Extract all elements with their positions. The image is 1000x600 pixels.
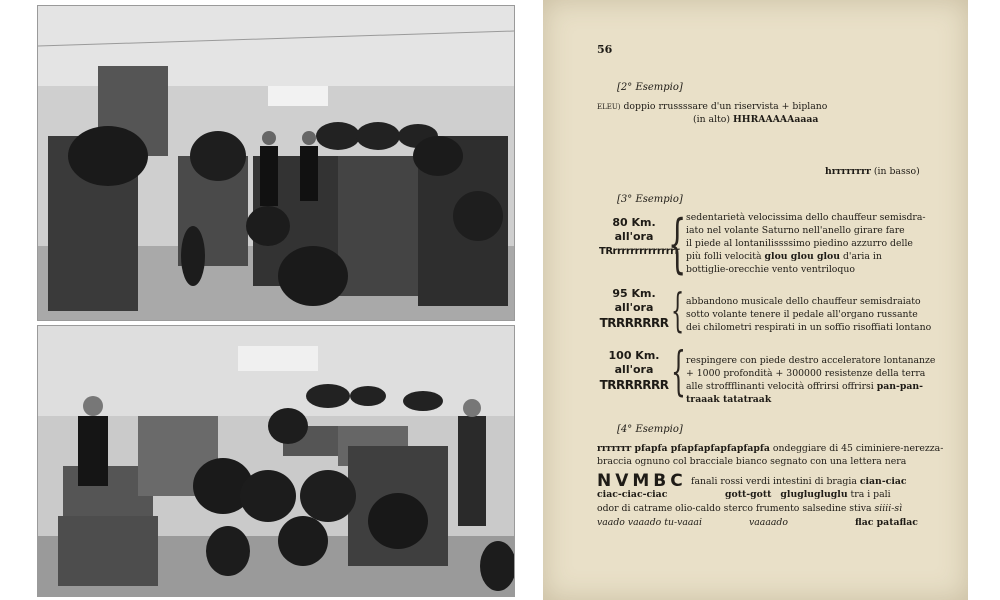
speed-100-allora: all'ora — [614, 363, 654, 376]
speed-80-km: 80 Km. — [612, 216, 656, 229]
example-2-line-1-text: doppio rrussssare d'un riservista + biplano — [623, 101, 828, 112]
example-2-line-3 — [825, 166, 920, 177]
brace-1: { — [668, 207, 687, 281]
brace-2: { — [671, 283, 685, 337]
para-3-line-3 — [686, 381, 923, 392]
para-1-line-4 — [686, 251, 882, 262]
speed-100-trr: TRRRRRRR — [599, 378, 669, 392]
example-4-line-4 — [725, 489, 891, 500]
example-4-line-1 — [597, 443, 943, 454]
speed-80-trr: TRrrrrrrrrrrrrrrr — [599, 246, 679, 257]
example-4-line-5 — [597, 503, 902, 514]
speed-95 — [599, 287, 669, 331]
para-1-line-3: il piede al lontanilissssimo piedino azzurro delle — [686, 238, 913, 249]
example-4-line-5-a: odor di catrame olio-caldo sterco frumento salsedine stiva — [597, 503, 875, 514]
example-4-vaado: vaado vaaado tu-vaaai — [597, 517, 702, 528]
example-2-line-1 — [597, 101, 827, 113]
para-3-panpan: pan-pan- — [876, 381, 924, 392]
example-2-title: [2° Esempio] — [617, 82, 683, 93]
example-4-line-3 — [691, 476, 907, 487]
example-4-cianciac: cian-ciac — [859, 476, 907, 487]
example-2-hhraaa: HHRAAAAAaaaa — [733, 114, 819, 125]
speed-95-trr: TRRRRRRR — [599, 316, 669, 330]
speed-95-allora: all'ora — [614, 301, 654, 314]
book-page — [543, 0, 968, 600]
para-2-line-1: abbandono musicale dello chauffeur semisdraiato — [686, 296, 921, 307]
example-4-line-3-a: fanali rossi verdi intestini di bragia — [691, 476, 860, 487]
example-2-hrrr: hrrrrrrrr — [825, 166, 871, 177]
intonarumori-photo-bottom — [37, 325, 515, 597]
speed-100-km: 100 Km. — [608, 349, 660, 362]
brace-3: { — [671, 342, 686, 402]
para-2-line-3: dei chilometri respirati in un soffio risoffiati lontano — [686, 322, 932, 333]
para-1-glou: glou glou glou — [764, 251, 840, 262]
example-4-gott: gott-gott — [725, 489, 772, 500]
example-4-title: [4° Esempio] — [617, 424, 683, 435]
example-4-glug: gluglugluglu — [780, 489, 848, 500]
para-1-line-1: sedentarietà velocissima dello chauffeur semisdra- — [686, 212, 926, 223]
example-4-pfapfa: rrrrrrr pfapfa pfapfapfapfapfapfa — [597, 443, 770, 454]
example-4-tra-i-pali: tra i pali — [847, 489, 891, 500]
example-4-line-2: braccia ognuno col bracciale bianco segnato con una lettera nera — [597, 456, 907, 467]
example-3-title: [3° Esempio] — [617, 194, 683, 205]
example-4-nvmbc: NVMBC — [597, 471, 687, 491]
para-1-line-4-c: d'aria in — [839, 251, 882, 262]
speed-80-allora: all'ora — [614, 230, 654, 243]
para-1-line-4-a: più folli velocità — [686, 251, 765, 262]
para-1-line-5: bottiglie-orecchie vento ventriloquo — [686, 264, 855, 275]
example-4-ciac: ciac-ciac-ciac — [597, 489, 668, 500]
example-4-vaaaado: vaaaado — [749, 517, 788, 528]
intonarumori-photo-top — [37, 5, 515, 321]
speed-80 — [599, 216, 679, 260]
example-2-prefix: ELEU) — [597, 103, 621, 111]
example-4-line-1-b: ondeggiare di 45 ciminiere-nerezza- — [769, 443, 944, 454]
para-3-line-1: respingere con piede destro acceleratore lontananze — [686, 355, 936, 366]
para-3-line-4: traaak tatatraak — [686, 394, 772, 405]
example-2-in-alto: (in alto) — [693, 114, 731, 125]
speed-100 — [599, 349, 669, 393]
para-2-line-2: sotto volante tenere il pedale all'organo russante — [686, 309, 918, 320]
example-2-line-2 — [693, 114, 818, 125]
page-number: 56 — [597, 43, 613, 56]
example-4-flac: flac pataflac — [855, 517, 918, 528]
para-1-line-2: iato nel volante Saturno nell'anello girare fare — [686, 225, 905, 236]
speed-95-km: 95 Km. — [612, 287, 656, 300]
example-2-in-basso: (in basso) — [873, 166, 920, 177]
para-3-line-3-a: alle stroffflinanti velocità offrirsi offrirsi — [686, 381, 877, 392]
example-4-siii: siiii-sì — [874, 503, 903, 514]
para-3-line-2: + 1000 profondità + 300000 resistenze della terra — [686, 368, 926, 379]
